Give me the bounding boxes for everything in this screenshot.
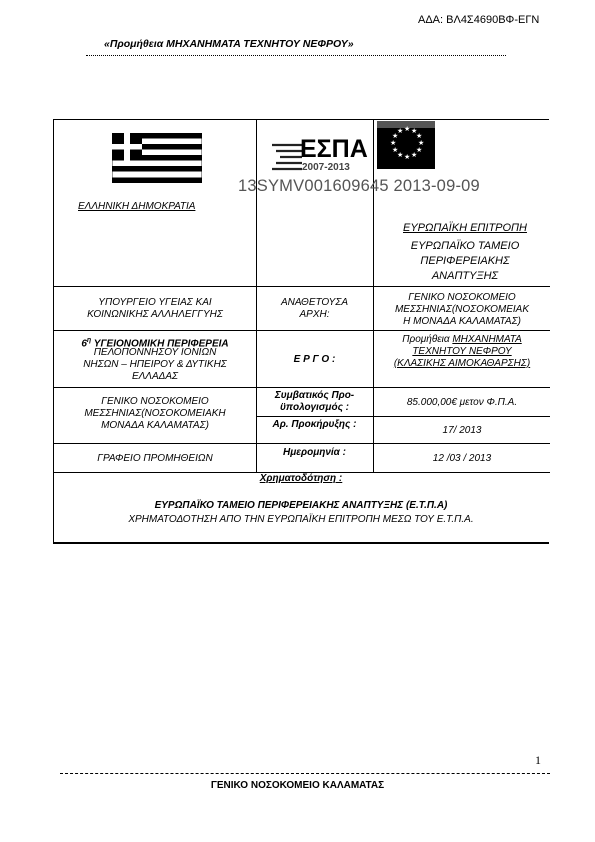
region-number: 6: [81, 338, 87, 350]
funding-line2: ΧΡΗΜΑΤΟΔΟΤΗΣΗ ΑΠΟ ΤΗΝ ΕΥΡΩΠΑΪΚΗ ΕΠΙΤΡΟΠΗ ΜΕΣΩ ΤΟΥ Ε.Τ.Π.Α.: [128, 514, 474, 525]
republic-label: ΕΛΛΗΝΙΚΗ ΔΗΜΟΚΡΑΤΙΑ: [78, 201, 196, 212]
row-divider-1: [54, 286, 550, 287]
budget-label-line2: ϋπολογισμός :: [279, 402, 350, 413]
header-divider: [86, 55, 506, 56]
ada-code: ΑΔΑ: ΒΛ4Σ4690ΒΦ-ΕΓΝ: [418, 14, 540, 26]
region-ordinal: η: [86, 337, 92, 344]
date-label: Ημερομηνία :: [283, 447, 346, 458]
svg-text:★: ★: [397, 151, 404, 159]
svg-text:★: ★: [404, 153, 411, 161]
greek-flag-icon: [112, 133, 202, 183]
footer-divider: [60, 773, 550, 774]
authority-label-line2: ΑΡΧΗ:: [299, 309, 330, 320]
footer-hospital-name: ΓΕΝΙΚΟ ΝΟΣΟΚΟΜΕΙΟ ΚΑΛΑΜΑΤΑΣ: [210, 780, 385, 791]
project-name: ΜΗΧΑΝΗΜΑΤΑ: [452, 334, 522, 345]
svg-text:★: ★: [392, 132, 399, 140]
date-value: 12 /03 / 2013: [432, 453, 492, 464]
erdf-line2: ΠΕΡΙΦΕΡΕΙΑΚΗΣ: [420, 255, 510, 267]
row-divider-5: [54, 443, 550, 444]
svg-text:★: ★: [411, 127, 418, 135]
project-line2: ΤΕΧΝΗΤΟΥ ΝΕΦΡΟΥ: [412, 346, 512, 357]
row-divider-3: [54, 387, 550, 388]
ministry-line1: ΥΠΟΥΡΓΕΙΟ ΥΓΕΙΑΣ ΚΑΙ: [98, 297, 212, 308]
project-line1: [374, 334, 550, 346]
notice-label: Αρ. Προκήρυξης :: [272, 419, 357, 430]
svg-text:★: ★: [390, 139, 397, 147]
authority-hospital-line2: ΜΕΣΣΗΝΙΑΣ(ΝΟΣΟΚΟΜΕΙΑΚ: [394, 304, 530, 315]
funding-label: Χρηματοδότηση :: [259, 473, 343, 484]
funding-line1: ΕΥΡΩΠΑΪΚΟ ΤΑΜΕΙΟ ΠΕΡΙΦΕΡΕΙΑΚΗΣ ΑΝΑΠΤΥΞΗΣ (Ε.Τ.Π.Α): [154, 500, 448, 511]
svg-text:★: ★: [392, 146, 399, 154]
erdf-line3: ΑΝΑΠΤΥΞΗΣ: [431, 270, 499, 282]
registry-watermark: 13SYMV001609645 2013-09-09: [238, 177, 480, 195]
svg-text:★: ★: [416, 132, 423, 140]
erdf-line1: ΕΥΡΩΠΑΪΚΟ ΤΑΜΕΙΟ: [410, 240, 520, 252]
eu-flag-icon: [377, 121, 435, 169]
region-line4: ΕΛΛΑΔΑΣ: [131, 371, 179, 382]
page-number: 1: [535, 753, 541, 767]
espa-lines-icon: [270, 141, 304, 171]
table-bottom-border: [53, 542, 549, 544]
notice-value: 17/ 2013: [442, 425, 482, 436]
svg-text:★: ★: [404, 125, 411, 133]
procurement-office: ΓΡΑΦΕΙΟ ΠΡΟΜΗΘΕΙΩΝ: [97, 453, 213, 464]
svg-text:★: ★: [418, 139, 425, 147]
region-line3: ΝΗΣΩΝ – ΗΠΕΙΡΟΥ & ΔΥΤΙΚΗΣ: [83, 359, 227, 370]
row-divider-2: [54, 330, 550, 331]
region-name: ΥΓΕΙΟΝΟΜΙΚΗ ΠΕΡΙΦΕΡΕΙΑ: [91, 338, 229, 350]
hospital-line1: ΓΕΝΙΚΟ ΝΟΣΟΚΟΜΕΙΟ: [101, 396, 209, 407]
eu-commission-label: ΕΥΡΩΠΑΪΚΗ ΕΠΙΤΡΟΠΗ: [403, 222, 527, 234]
authority-hospital-line1: ΓΕΝΙΚΟ ΝΟΣΟΚΟΜΕΙΟ: [408, 292, 516, 303]
svg-text:★: ★: [397, 127, 404, 135]
budget-label-line1: Συμβατικός Προ-: [274, 390, 355, 401]
authority-hospital-line3: Η ΜΟΝΑΔΑ ΚΑΛΑΜΑΤΑΣ): [403, 316, 521, 327]
region-line2: ΠΕΛΟΠΟΝΝΗΣΟΥ ΙΟΝΙΩΝ: [93, 347, 217, 358]
project-label: Ε Ρ Γ Ο :: [293, 354, 336, 365]
espa-text: ΕΣΠΑ: [300, 135, 368, 163]
budget-value: 85.000,00€ μετον Φ.Π.Α.: [406, 397, 518, 408]
svg-text:★: ★: [416, 146, 423, 154]
hospital-line3: ΜΟΝΑΔΑ ΚΑΛΑΜΑΤΑΣ): [101, 420, 209, 431]
svg-text:★: ★: [411, 151, 418, 159]
ministry-line2: ΚΟΙΝΩΝΙΚΗΣ ΑΛΛΗΛΕΓΓΥΗΣ: [87, 309, 223, 320]
project-line3: (ΚΛΑΣΙΚΗΣ ΑΙΜΟΚΑΘΑΡΣΗΣ): [393, 358, 531, 369]
espa-years: 2007-2013: [302, 162, 350, 173]
authority-label-line1: ΑΝΑΘΕΤΟΥΣΑ: [281, 297, 348, 308]
row-divider-4: [256, 416, 550, 417]
hospital-line2: ΜΕΣΣΗΝΙΑΣ(ΝΟΣΟΚΟΜΕΙΑΚΗ: [84, 408, 226, 419]
document-header-title: «Προμήθεια ΜΗΧΑΝΗΜΑΤΑ ΤΕΧΝΗΤΟΥ ΝΕΦΡΟΥ»: [104, 38, 354, 50]
project-prefix: Προμήθεια: [402, 334, 453, 345]
